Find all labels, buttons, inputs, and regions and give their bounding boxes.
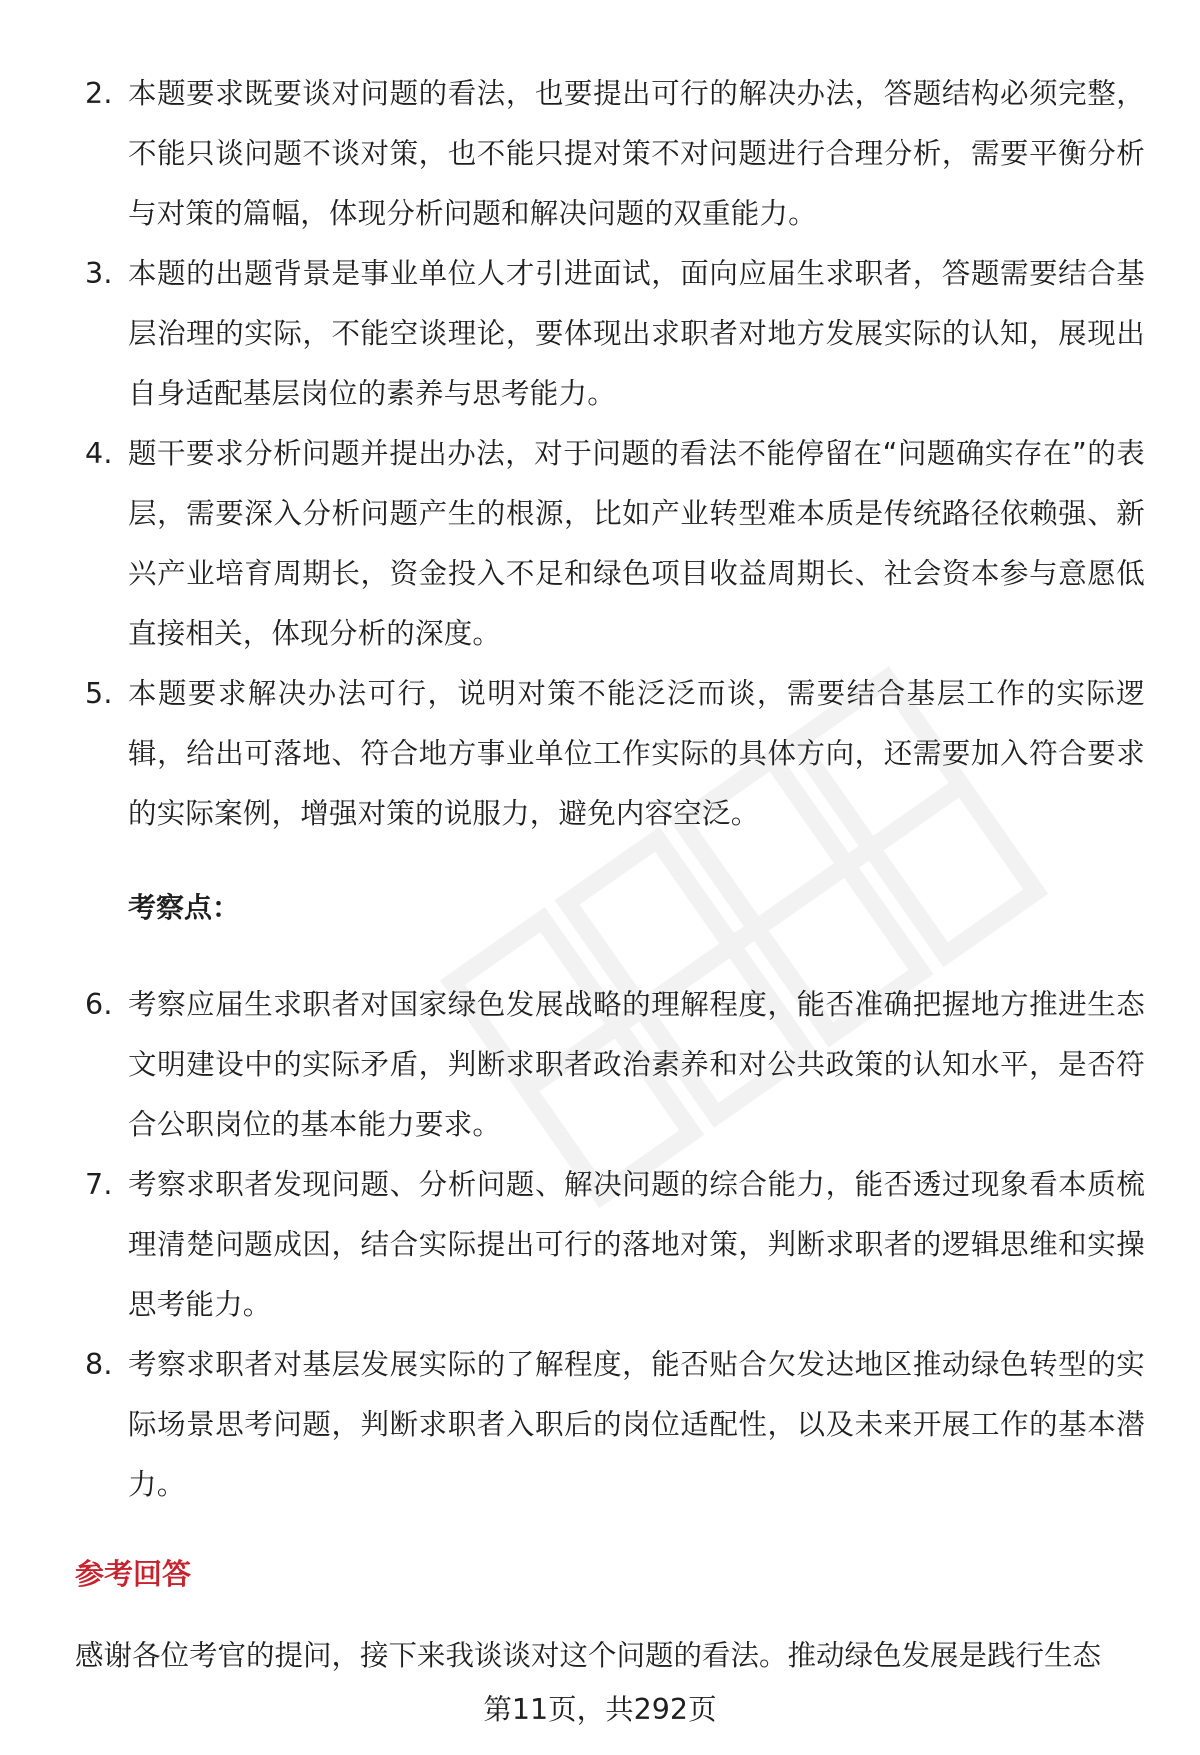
list-item-text: 本题要求既要谈对问题的看法，也要提出可行的解决办法，答题结构必须完整，不能只谈问题不谈对策，也不能只提对策不对问题进行合理分析，需要平衡分析与对策的篇幅，体现分析问题和解决问题的双重能力。 (128, 77, 1145, 230)
list-item-number: 7. (85, 1168, 113, 1201)
list-item-text: 考察求职者发现问题、分析问题、解决问题的综合能力，能否透过现象看本质梳理清楚问题成因，结合实际提出可行的落地对策，判断求职者的逻辑思维和实操思考能力。 (128, 1168, 1145, 1321)
list-item-text: 本题要求解决办法可行，说明对策不能泛泛而谈，需要结合基层工作的实际逻辑，给出可落地、符合地方事业单位工作实际的具体方向，还需要加入符合要求的实际案例，增强对策的说服力，避免内容空泛。 (128, 677, 1145, 830)
list-item-number: 8. (85, 1348, 113, 1381)
list-item (85, 64, 1145, 244)
reference-answer-heading: 参考回答 (75, 1557, 192, 1591)
list-item-number: 2. (85, 77, 113, 110)
assessment-points-heading: 考察点： (128, 891, 241, 924)
list-item-number: 5. (85, 677, 113, 710)
list-item-number: 3. (85, 257, 113, 290)
list-item-text: 本题的出题背景是事业单位人才引进面试，面向应届生求职者，答题需要结合基层治理的实际，不能空谈理论，要体现出求职者对地方发展实际的认知，展现出自身适配基层岗位的素养与思考能力。 (128, 257, 1145, 410)
list-item-number: 4. (85, 437, 113, 470)
list-item (85, 975, 1145, 1155)
requirement-list (85, 64, 1145, 844)
list-item (85, 1155, 1145, 1335)
list-item (85, 664, 1145, 844)
list-item (85, 1335, 1145, 1515)
list-item-text: 考察应届生求职者对国家绿色发展战略的理解程度，能否准确把握地方推进生态文明建设中的实际矛盾，判断求职者政治素养和对公共政策的认知水平，是否符合公职岗位的基本能力要求。 (128, 988, 1145, 1141)
list-item (85, 424, 1145, 664)
answer-paragraph: 感谢各位考官的提问，接下来我谈谈对这个问题的看法。推动绿色发展是践行生态 (75, 1639, 1102, 1672)
list-item-text: 题干要求分析问题并提出办法，对于问题的看法不能停留在“问题确实存在”的表层，需要深入分析问题产生的根源，比如产业转型难本质是传统路径依赖强、新兴产业培育周期长，资金投入不足和绿色项目收益周期长、社会资本参与意愿低直接相关，体现分析的深度。 (128, 437, 1145, 650)
list-item-text: 考察求职者对基层发展实际的了解程度，能否贴合欠发达地区推动绿色转型的实际场景思考问题，判断求职者入职后的岗位适配性，以及未来开展工作的基本潜力。 (128, 1348, 1145, 1501)
page-number: 第11页，共292页 (483, 1693, 717, 1726)
list-item (85, 244, 1145, 424)
assessment-list (85, 975, 1145, 1515)
list-item-number: 6. (85, 988, 113, 1021)
